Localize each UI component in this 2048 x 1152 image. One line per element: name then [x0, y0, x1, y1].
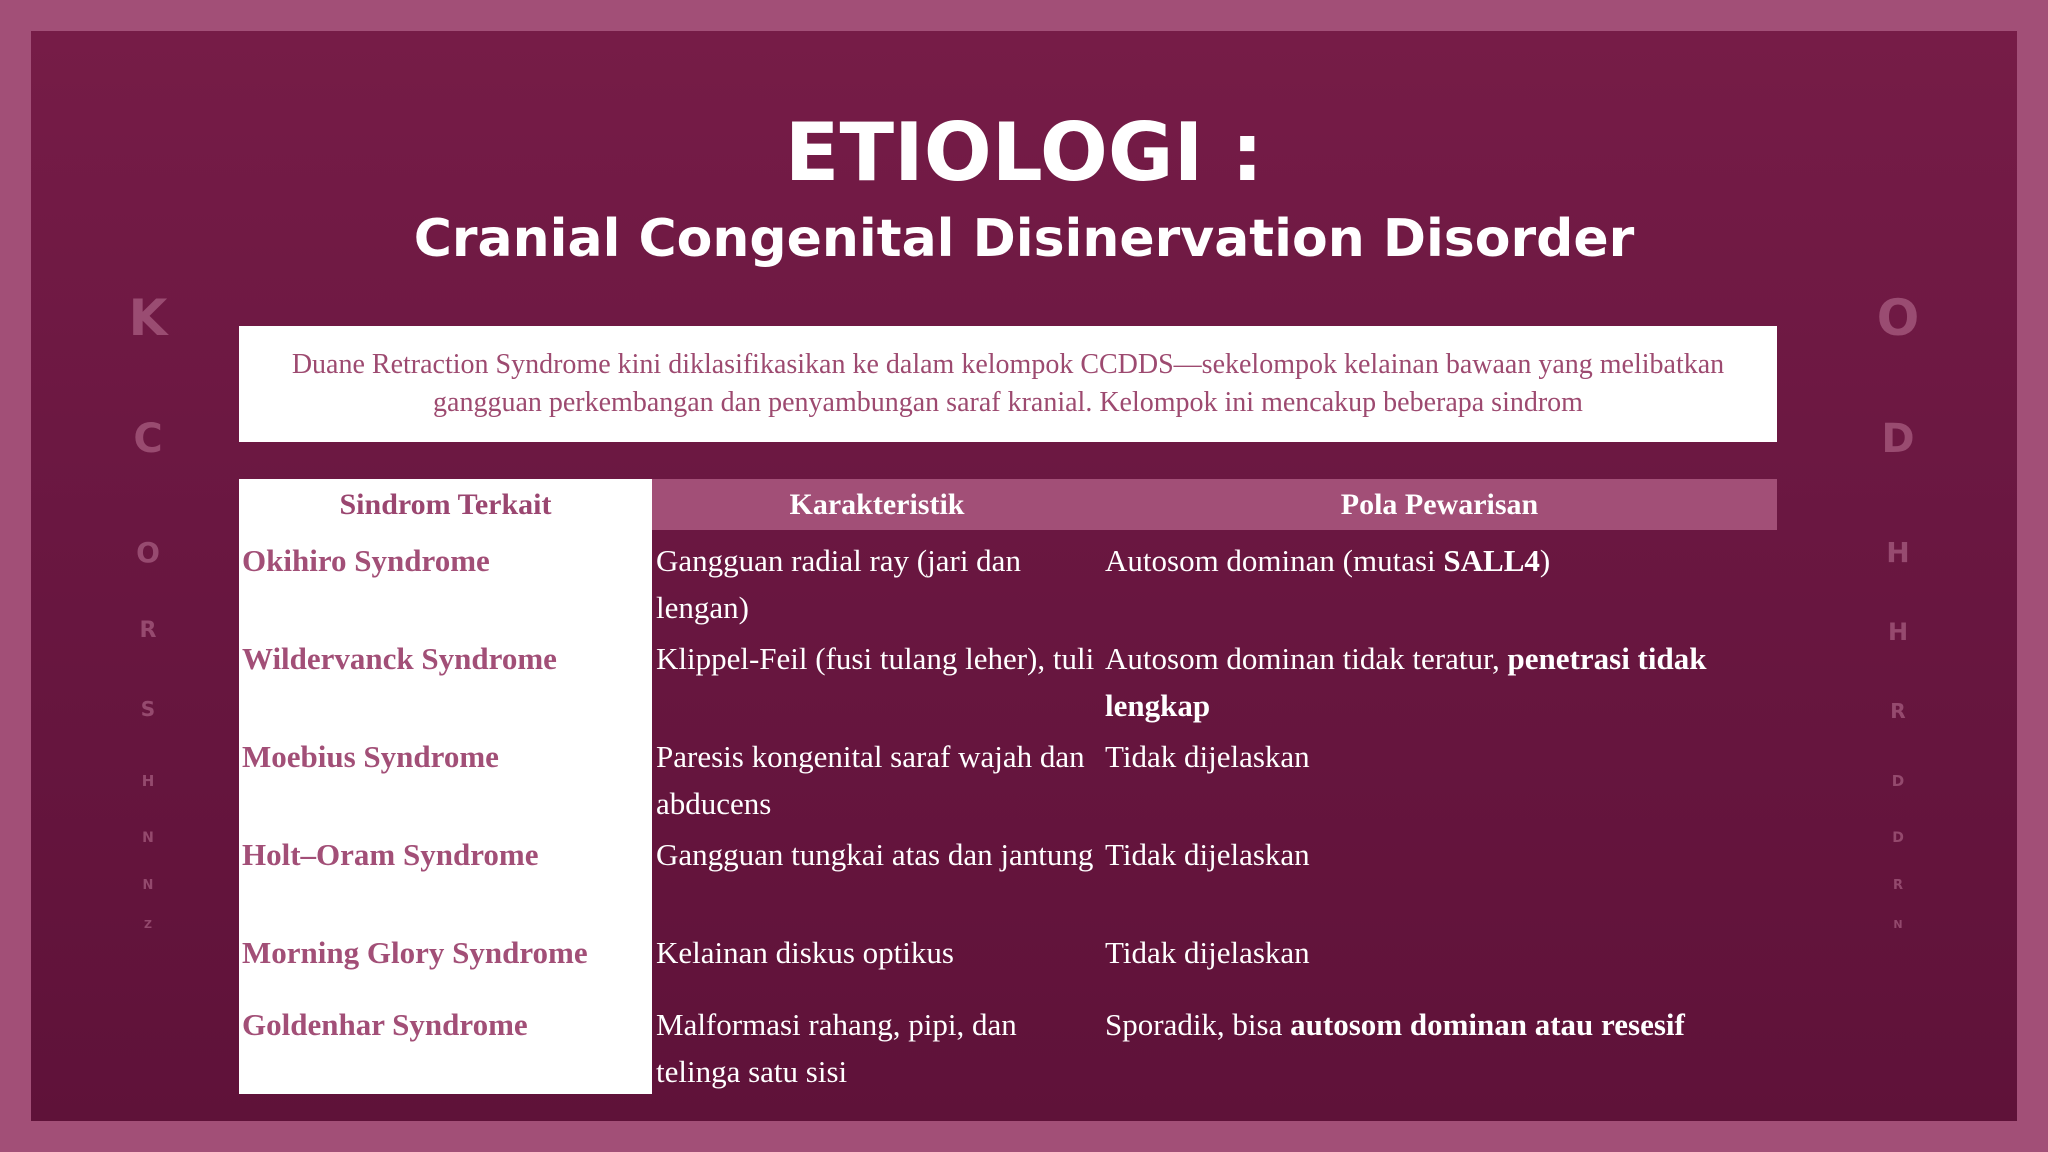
decor-letter: N — [142, 830, 154, 846]
syndrome-name: Okihiro Syndrome — [242, 543, 490, 578]
decor-letter: O — [136, 536, 160, 569]
characteristic: Kelainan diskus optikus — [656, 935, 954, 970]
syndrome-table — [239, 479, 1777, 1121]
decor-letter: R — [1892, 878, 1903, 893]
header-characteristic: Karakteristik — [789, 488, 965, 521]
decor-letter: O — [1876, 289, 1920, 347]
characteristic: Gangguan radial ray (jari dan lengan) — [656, 543, 1021, 625]
characteristic: Klippel-Feil (fusi tulang leher), tuli — [656, 641, 1095, 676]
syndrome-name: Wildervanck Syndrome — [242, 641, 557, 676]
decor-letter: Z — [144, 918, 152, 931]
inheritance: Autosom dominan (mutasi SALL4) — [1105, 543, 1551, 578]
slide — [31, 31, 2017, 1121]
decor-letter: H — [141, 772, 155, 790]
inheritance: Tidak dijelaskan — [1105, 739, 1310, 774]
syndrome-name: Morning Glory Syndrome — [242, 935, 588, 970]
inheritance: Autosom dominan tidak teratur, penetrasi tidak lengkap — [1105, 641, 1707, 723]
decor-letter: D — [1891, 772, 1905, 790]
characteristic: Gangguan tungkai atas dan jantung — [656, 837, 1094, 872]
decor-letter: R — [1890, 699, 1906, 723]
syndrome-name: Goldenhar Syndrome — [242, 1007, 528, 1042]
syndrome-name: Moebius Syndrome — [242, 739, 499, 774]
inheritance: Sporadik, bisa autosom dominan atau resesif — [1105, 1007, 1685, 1042]
syndrome-name: Holt–Oram Syndrome — [242, 837, 539, 872]
decor-letter: D — [1892, 830, 1904, 846]
decor-letter: N — [1893, 918, 1903, 931]
inheritance: Tidak dijelaskan — [1105, 837, 1310, 872]
characteristic: Malformasi rahang, pipi, dan telinga satu sisi — [656, 1007, 1017, 1089]
intro-text: Duane Retraction Syndrome kini diklasifikasikan ke dalam kelompok CCDDS—sekelompok kelainan bawaan yang melibatkan gangguan perkembangan dan penyambungan saraf kranial. Kelompok ini mencakup beberapa sindrom — [291, 349, 1725, 418]
decor-letter: S — [140, 697, 156, 721]
inheritance: Tidak dijelaskan — [1105, 935, 1310, 970]
decor-letter: C — [133, 416, 163, 462]
slide-title: ETIOLOGI : — [784, 106, 1264, 199]
decor-letter: N — [142, 878, 154, 893]
header-syndrome: Sindrom Terkait — [339, 488, 552, 521]
characteristic: Paresis kongenital saraf wajah dan abducens — [656, 739, 1085, 821]
decor-letter: H — [1886, 536, 1910, 569]
decor-letter: D — [1881, 416, 1915, 462]
slide-subtitle: Cranial Congenital Disinervation Disorder — [413, 209, 1635, 269]
decor-letter: R — [139, 618, 157, 643]
decor-letter: H — [1887, 618, 1909, 646]
decor-letter: K — [128, 289, 168, 347]
header-inheritance: Pola Pewarisan — [1340, 488, 1539, 521]
intro-text-box — [239, 326, 1777, 442]
